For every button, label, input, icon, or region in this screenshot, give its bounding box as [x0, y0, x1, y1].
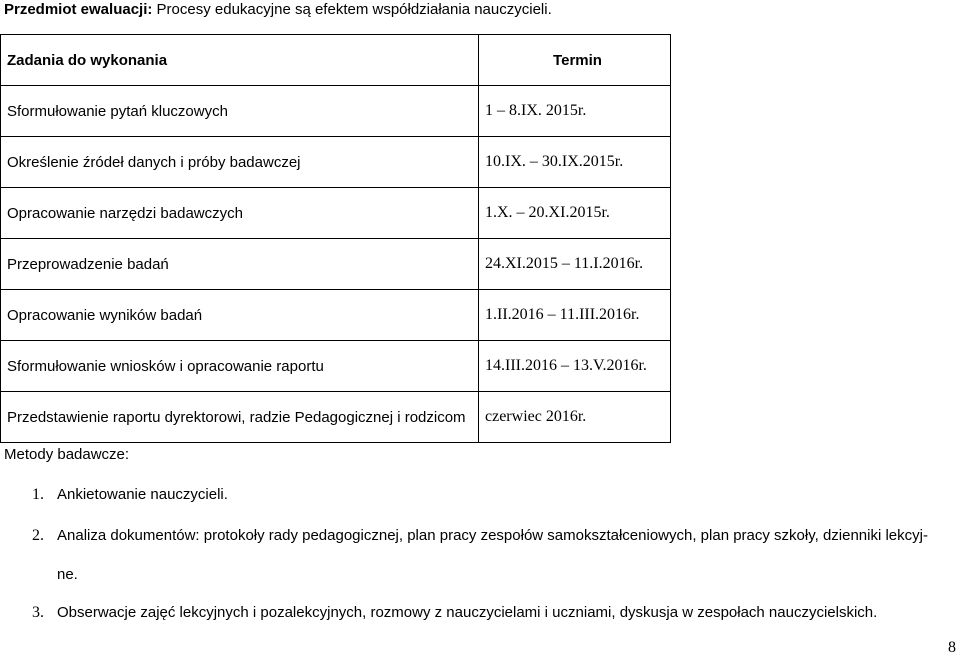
table-row — [1, 137, 671, 188]
term-cell: 14.III.2016 – 13.V.2016r. — [479, 341, 671, 392]
term-cell: czerwiec 2016r. — [479, 392, 671, 443]
evaluation-subject — [4, 0, 552, 20]
header-tasks: Zadania do wykonania — [1, 35, 479, 86]
list-item-text: Analiza dokumentów: protokoły rady pedagogicznej, plan pracy zespołów samokształceniowych, plan pracy szkoły, dzienniki lekcyj- — [57, 527, 928, 544]
term-cell: 1 – 8.IX. 2015r. — [479, 86, 671, 137]
task-cell: Opracowanie narzędzi badawczych — [1, 188, 479, 239]
term-cell: 1.II.2016 – 11.III.2016r. — [479, 290, 671, 341]
table-row — [1, 392, 671, 443]
table-header-row — [1, 35, 671, 86]
table-row — [1, 341, 671, 392]
list-item-text: Ankietowanie nauczycieli. — [57, 486, 228, 503]
tasks-table — [0, 34, 671, 443]
task-cell: Sformułowanie wniosków i opracowanie raportu — [1, 341, 479, 392]
task-cell: Określenie źródeł danych i próby badawczej — [1, 137, 479, 188]
term-cell: 24.XI.2015 – 11.I.2016r. — [479, 239, 671, 290]
table-row — [1, 86, 671, 137]
methods-title: Metody badawcze: — [4, 446, 130, 463]
table-row — [1, 188, 671, 239]
task-cell: Opracowanie wyników badań — [1, 290, 479, 341]
term-cell: 10.IX. – 30.IX.2015r. — [479, 137, 671, 188]
evaluation-subject-value: Procesy edukacyjne są efektem współdziałania nauczycieli. — [156, 1, 552, 18]
table-row — [1, 239, 671, 290]
task-cell: Przeprowadzenie badań — [1, 239, 479, 290]
term-cell: 1.X. – 20.XI.2015r. — [479, 188, 671, 239]
task-cell: Przedstawienie raportu dyrektorowi, radzie Pedagogicznej i rodzicom — [1, 392, 479, 443]
evaluation-subject-label: Przedmiot ewaluacji: — [4, 1, 153, 18]
task-cell: Sformułowanie pytań kluczowych — [1, 86, 479, 137]
header-term: Termin — [479, 35, 671, 86]
table-row — [1, 290, 671, 341]
page-number: 8 — [948, 639, 956, 656]
list-item-number: 2. — [32, 527, 44, 544]
list-item-number: 1. — [32, 486, 44, 503]
list-item-number: 3. — [32, 604, 44, 621]
list-item-text: Obserwacje zajęć lekcyjnych i pozalekcyjnych, rozmowy z nauczycielami i uczniami, dyskusja w zespołach nauczycielskich. — [57, 604, 878, 621]
list-item-continuation: ne. — [57, 566, 78, 583]
